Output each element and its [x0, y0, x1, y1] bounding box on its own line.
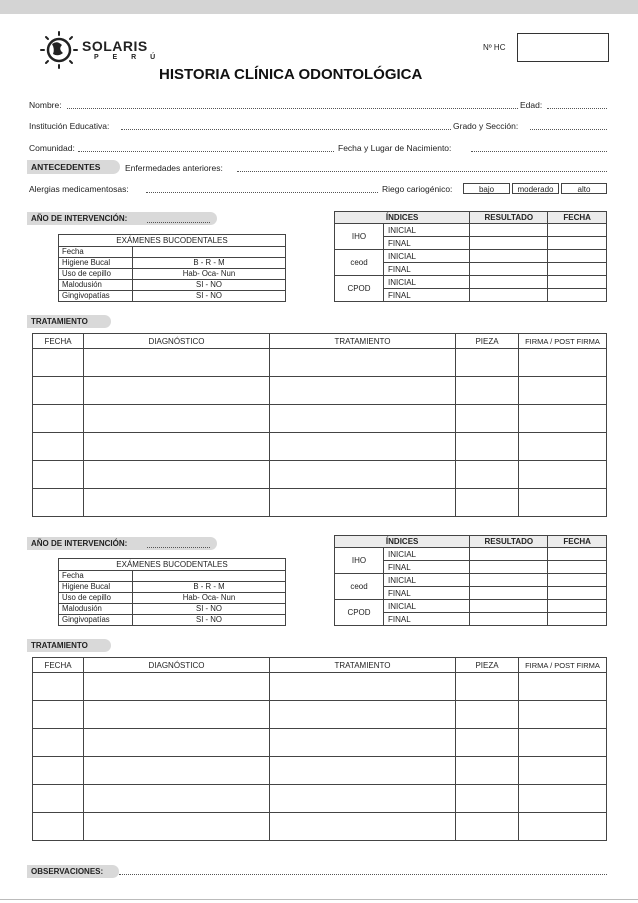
table-row: [335, 276, 607, 289]
riesgo-label: Riego cariogénico:: [382, 184, 453, 194]
table-row: [59, 571, 286, 582]
cell[interactable]: [519, 757, 607, 785]
indices-header: ÍNDICES: [335, 212, 470, 224]
cell[interactable]: [84, 461, 270, 489]
cell[interactable]: [456, 701, 519, 729]
table-row: [33, 813, 607, 841]
cell[interactable]: [84, 673, 270, 701]
table-row: [59, 280, 286, 291]
cell[interactable]: [519, 673, 607, 701]
fecha-cell[interactable]: [548, 561, 607, 574]
index-stage: INICIAL: [384, 276, 470, 289]
institucion-field[interactable]: [121, 129, 451, 130]
brand-country: P E R Ú: [94, 54, 162, 61]
top-gray-bar: [0, 0, 638, 14]
resultado-cell[interactable]: [470, 224, 548, 237]
cell[interactable]: [84, 785, 270, 813]
cell[interactable]: [84, 349, 270, 377]
cell[interactable]: [270, 729, 456, 757]
col-pieza: PIEZA: [456, 334, 519, 349]
comunidad-field[interactable]: [78, 151, 334, 152]
col-tratamiento: TRATAMIENTO: [270, 658, 456, 673]
alergias-field[interactable]: [146, 192, 378, 193]
antecedentes-heading: ANTECEDENTES: [27, 160, 120, 174]
edad-label: Edad:: [520, 100, 543, 110]
intervencion-field[interactable]: [147, 547, 210, 548]
tratamiento-heading: TRATAMIENTO: [27, 639, 111, 652]
cell[interactable]: [84, 433, 270, 461]
tratamiento-heading: TRATAMIENTO: [27, 315, 111, 328]
fecha-cell[interactable]: [548, 587, 607, 600]
cell[interactable]: [33, 489, 84, 517]
index-name: IHO: [335, 548, 384, 574]
fecha-cell[interactable]: [548, 600, 607, 613]
cell[interactable]: [519, 433, 607, 461]
index-name: CPOD: [335, 600, 384, 626]
table-row: [33, 405, 607, 433]
cell[interactable]: [519, 461, 607, 489]
exam-label: Gingivopatías: [59, 291, 133, 302]
cell[interactable]: [519, 813, 607, 841]
resultado-cell[interactable]: [470, 250, 548, 263]
exam-value[interactable]: B - R - M: [133, 582, 286, 593]
exam-value[interactable]: SI - NO: [133, 604, 286, 615]
index-stage: INICIAL: [384, 600, 470, 613]
cell[interactable]: [519, 785, 607, 813]
exam-value[interactable]: SI - NO: [133, 280, 286, 291]
table-row: [59, 247, 286, 258]
col-firma: FIRMA / POST FIRMA: [519, 658, 607, 673]
hc-input-box[interactable]: [517, 33, 609, 62]
fecha-cell[interactable]: [548, 574, 607, 587]
cell[interactable]: [33, 757, 84, 785]
table-row: [59, 593, 286, 604]
index-stage: FINAL: [384, 237, 470, 250]
fecha-lugar-label: Fecha y Lugar de Nacimiento:: [338, 143, 452, 153]
resultado-cell[interactable]: [470, 574, 548, 587]
cell[interactable]: [270, 489, 456, 517]
observaciones-heading: OBSERVACIONES:: [27, 865, 119, 878]
enfermedades-field[interactable]: [237, 171, 607, 172]
index-stage: FINAL: [384, 561, 470, 574]
cell[interactable]: [33, 377, 84, 405]
cell[interactable]: [33, 349, 84, 377]
institucion-label: Institución Educativa:: [29, 121, 110, 131]
cell[interactable]: [456, 673, 519, 701]
cell[interactable]: [84, 813, 270, 841]
cell[interactable]: [519, 729, 607, 757]
tratamiento-table: [32, 333, 607, 517]
index-stage: FINAL: [384, 289, 470, 302]
cell[interactable]: [84, 729, 270, 757]
exam-value[interactable]: Hab- Oca- Nun: [133, 269, 286, 280]
nombre-field[interactable]: [67, 108, 518, 109]
index-stage: INICIAL: [384, 548, 470, 561]
col-firma: FIRMA / POST FIRMA: [519, 334, 607, 349]
cell[interactable]: [519, 377, 607, 405]
exam-label: Gingivopatías: [59, 615, 133, 626]
fecha-cell[interactable]: [548, 224, 607, 237]
observaciones-field[interactable]: [119, 874, 607, 875]
index-name: IHO: [335, 224, 384, 250]
cell[interactable]: [84, 405, 270, 433]
cell[interactable]: [270, 701, 456, 729]
resultado-cell[interactable]: [470, 613, 548, 626]
resultado-cell[interactable]: [470, 263, 548, 276]
cell[interactable]: [456, 433, 519, 461]
comunidad-label: Comunidad:: [29, 143, 75, 153]
exam-label: Uso de cepillo: [59, 269, 133, 280]
examenes-table: [58, 234, 286, 302]
cell[interactable]: [519, 701, 607, 729]
intervencion-field[interactable]: [147, 222, 210, 223]
col-fecha: FECHA: [33, 658, 84, 673]
examenes-table: [58, 558, 286, 626]
fecha-cell[interactable]: [548, 613, 607, 626]
table-row: [59, 582, 286, 593]
col-tratamiento: TRATAMIENTO: [270, 334, 456, 349]
cell[interactable]: [456, 461, 519, 489]
resultado-cell[interactable]: [470, 587, 548, 600]
cell[interactable]: [33, 405, 84, 433]
table-row: [59, 269, 286, 280]
resultado-cell[interactable]: [470, 561, 548, 574]
exam-value[interactable]: SI - NO: [133, 291, 286, 302]
index-name: ceod: [335, 250, 384, 276]
cell[interactable]: [456, 405, 519, 433]
table-row: [335, 548, 607, 561]
col-fecha: FECHA: [33, 334, 84, 349]
page-title: HISTORIA CLÍNICA ODONTOLÓGICA: [159, 66, 423, 83]
intervencion-heading: [27, 537, 217, 550]
cell[interactable]: [270, 377, 456, 405]
cell[interactable]: [84, 377, 270, 405]
cell[interactable]: [33, 461, 84, 489]
table-row: [59, 615, 286, 626]
exam-value[interactable]: [133, 247, 286, 258]
table-row: [33, 349, 607, 377]
index-name: CPOD: [335, 276, 384, 302]
cell[interactable]: [519, 349, 607, 377]
cell[interactable]: [519, 405, 607, 433]
edad-field[interactable]: [547, 108, 607, 109]
cell[interactable]: [33, 433, 84, 461]
grado-field[interactable]: [530, 129, 607, 130]
nombre-label: Nombre:: [29, 100, 62, 110]
cell[interactable]: [270, 673, 456, 701]
table-row: [59, 604, 286, 615]
table-row: [33, 377, 607, 405]
cell[interactable]: [456, 813, 519, 841]
riesgo-option-bajo[interactable]: bajo: [463, 183, 510, 194]
fecha-cell[interactable]: [548, 237, 607, 250]
resultado-cell[interactable]: [470, 237, 548, 250]
table-row: [33, 673, 607, 701]
index-stage: INICIAL: [384, 250, 470, 263]
col-pieza: PIEZA: [456, 658, 519, 673]
cell[interactable]: [84, 757, 270, 785]
riesgo-option-alto[interactable]: alto: [561, 183, 607, 194]
table-row: [33, 757, 607, 785]
exam-value[interactable]: Hab- Oca- Nun: [133, 593, 286, 604]
col-diagnostico: DIAGNÓSTICO: [84, 658, 270, 673]
cell[interactable]: [456, 377, 519, 405]
solaris-logo: [38, 30, 80, 75]
table-row: [33, 461, 607, 489]
cell[interactable]: [84, 701, 270, 729]
indices-header: ÍNDICES: [335, 536, 470, 548]
fecha-cell[interactable]: [548, 276, 607, 289]
fecha-cell[interactable]: [548, 263, 607, 276]
cell[interactable]: [270, 433, 456, 461]
cell[interactable]: [456, 349, 519, 377]
index-stage: INICIAL: [384, 574, 470, 587]
bottom-rule: [0, 899, 638, 900]
table-row: [59, 291, 286, 302]
cell[interactable]: [456, 757, 519, 785]
fecha-cell[interactable]: [548, 548, 607, 561]
intervencion-label: AÑO DE INTERVENCIÓN:: [31, 539, 128, 548]
cell[interactable]: [270, 813, 456, 841]
tratamiento-table: [32, 657, 607, 841]
exam-value[interactable]: [133, 571, 286, 582]
exam-label: Fecha: [59, 247, 133, 258]
table-row: [33, 785, 607, 813]
examenes-title: EXÁMENES BUCODENTALES: [59, 235, 286, 247]
resultado-cell[interactable]: [470, 548, 548, 561]
indices-table: [334, 535, 607, 626]
resultado-header: RESULTADO: [470, 536, 548, 548]
table-row: [335, 224, 607, 237]
cell[interactable]: [33, 785, 84, 813]
exam-label: Malodusión: [59, 280, 133, 291]
intervencion-label: AÑO DE INTERVENCIÓN:: [31, 214, 128, 223]
intervencion-heading: [27, 212, 217, 225]
alergias-label: Alergias medicamentosas:: [29, 184, 129, 194]
examenes-title: EXÁMENES BUCODENTALES: [59, 559, 286, 571]
indices-table: [334, 211, 607, 302]
cell[interactable]: [456, 489, 519, 517]
table-row: [33, 489, 607, 517]
table-row: [33, 729, 607, 757]
resultado-cell[interactable]: [470, 276, 548, 289]
cell[interactable]: [270, 405, 456, 433]
cell[interactable]: [84, 489, 270, 517]
index-stage: FINAL: [384, 263, 470, 276]
resultado-header: RESULTADO: [470, 212, 548, 224]
fecha-header: FECHA: [548, 212, 607, 224]
enfermedades-label: Enfermedades anteriores:: [125, 163, 223, 173]
cell[interactable]: [33, 673, 84, 701]
index-stage: FINAL: [384, 613, 470, 626]
cell[interactable]: [33, 729, 84, 757]
hc-label: Nº HC: [483, 43, 506, 52]
fecha-lugar-field[interactable]: [471, 151, 607, 152]
brand-name: SOLARIS: [82, 38, 148, 54]
fecha-header: FECHA: [548, 536, 607, 548]
fecha-cell[interactable]: [548, 289, 607, 302]
exam-value[interactable]: B - R - M: [133, 258, 286, 269]
exam-label: Higiene Bucal: [59, 582, 133, 593]
index-stage: FINAL: [384, 587, 470, 600]
cell[interactable]: [519, 489, 607, 517]
exam-label: Fecha: [59, 571, 133, 582]
table-row: [335, 250, 607, 263]
cell[interactable]: [33, 813, 84, 841]
exam-label: Higiene Bucal: [59, 258, 133, 269]
table-row: [335, 600, 607, 613]
cell[interactable]: [270, 785, 456, 813]
col-diagnostico: DIAGNÓSTICO: [84, 334, 270, 349]
table-row: [33, 433, 607, 461]
cell[interactable]: [33, 701, 84, 729]
cell[interactable]: [270, 349, 456, 377]
exam-label: Uso de cepillo: [59, 593, 133, 604]
cell[interactable]: [270, 461, 456, 489]
cell[interactable]: [270, 757, 456, 785]
exam-value[interactable]: SI - NO: [133, 615, 286, 626]
resultado-cell[interactable]: [470, 289, 548, 302]
fecha-cell[interactable]: [548, 250, 607, 263]
resultado-cell[interactable]: [470, 600, 548, 613]
exam-label: Malodusión: [59, 604, 133, 615]
riesgo-option-moderado[interactable]: moderado: [512, 183, 559, 194]
index-name: ceod: [335, 574, 384, 600]
index-stage: INICIAL: [384, 224, 470, 237]
cell[interactable]: [456, 785, 519, 813]
cell[interactable]: [456, 729, 519, 757]
table-row: [335, 574, 607, 587]
grado-label: Grado y Sección:: [453, 121, 519, 131]
table-row: [59, 258, 286, 269]
sun-globe-icon: [38, 30, 80, 70]
table-row: [33, 701, 607, 729]
